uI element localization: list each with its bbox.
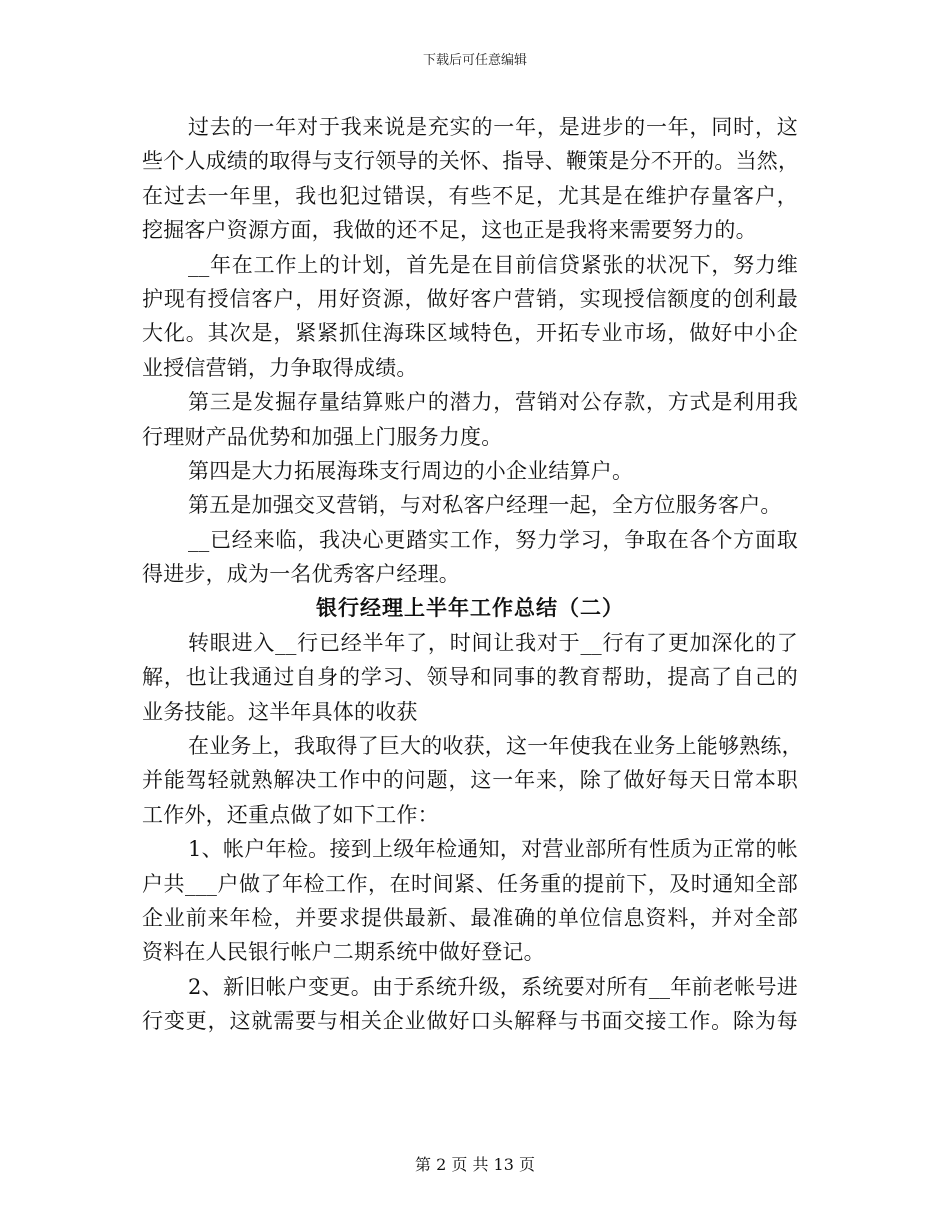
text-line: 行变更，这就需要与相关企业做好口头解释与书面交接工作。除为每 bbox=[142, 1009, 798, 1034]
text-line: 并能驾轻就熟解决工作中的问题，这一年来，除了做好每天日常本职 bbox=[142, 768, 798, 793]
text-line: 业务技能。这半年具体的收获 bbox=[142, 699, 418, 724]
text-line: 2、新旧帐户变更。由于系统升级，系统要对所有__年前老帐号进 bbox=[188, 974, 798, 999]
text-line: 工作外，还重点做了如下工作： bbox=[142, 802, 439, 827]
page-number: 第 2 页 共 13 页 bbox=[415, 1155, 535, 1174]
text-line: 1、帐户年检。接到上级年检通知，对营业部所有性质为正常的帐 bbox=[188, 837, 798, 862]
text-line: 户共___户做了年检工作，在时间紧、任务重的提前下，及时通知全部 bbox=[142, 871, 798, 896]
text-line: 资料在人民银行帐户二期系统中做好登记。 bbox=[142, 940, 545, 965]
text-line: __年在工作上的计划，首先是在目前信贷紧张的状况下，努力维 bbox=[188, 252, 798, 277]
text-line: 行理财产品优势和加强上门服务力度。 bbox=[142, 424, 503, 449]
text-line: 过去的一年对于我来说是充实的一年，是进步的一年，同时，这 bbox=[188, 115, 798, 139]
text-line: 第三是发掘存量结算账户的潜力，营销对公存款，方式是利用我 bbox=[188, 390, 798, 415]
text-line: 解，也让我通过自身的学习、领导和同事的教育帮助，提高了自己的 bbox=[142, 665, 798, 690]
text-line: __已经来临，我决心更踏实工作，努力学习，争取在各个方面取 bbox=[188, 527, 798, 552]
text-line: 在业务上，我取得了巨大的收获，这一年使我在业务上能够熟练， bbox=[188, 734, 803, 759]
text-line: 业授信营销，力争取得成绩。 bbox=[142, 355, 418, 380]
text-line: 在过去一年里，我也犯过错误，有些不足，尤其是在维护存量客户， bbox=[142, 183, 798, 208]
text-line: 大化。其次是，紧紧抓住海珠区域特色，开拓专业市场，做好中小企 bbox=[142, 321, 798, 346]
text-line: 些个人成绩的取得与支行领导的关怀、指导、鞭策是分不开的。当然， bbox=[142, 149, 800, 174]
text-line: 得进步，成为一名优秀客户经理。 bbox=[142, 562, 460, 587]
text-line: 第五是加强交叉营销，与对私客户经理一起，全方位服务客户。 bbox=[188, 493, 782, 518]
text-line: 企业前来年检，并要求提供最新、最准确的单位信息资料，并对全部 bbox=[142, 905, 798, 930]
section-title: 银行经理上半年工作总结（二） bbox=[316, 595, 624, 621]
text-line: 第四是大力拓展海珠支行周边的小企业结算户。 bbox=[188, 458, 634, 483]
text-line: 挖掘客户资源方面，我做的还不足，这也正是我将来需要努力的。 bbox=[142, 218, 757, 243]
text-line: 护现有授信客户，用好资源，做好客户营销，实现授信额度的创利最 bbox=[142, 286, 798, 311]
page-header-note: 下载后可任意编辑 bbox=[422, 53, 527, 68]
text-line: 转眼进入__行已经半年了，时间让我对于__行有了更加深化的了 bbox=[188, 630, 798, 655]
document-body bbox=[142, 110, 803, 1039]
